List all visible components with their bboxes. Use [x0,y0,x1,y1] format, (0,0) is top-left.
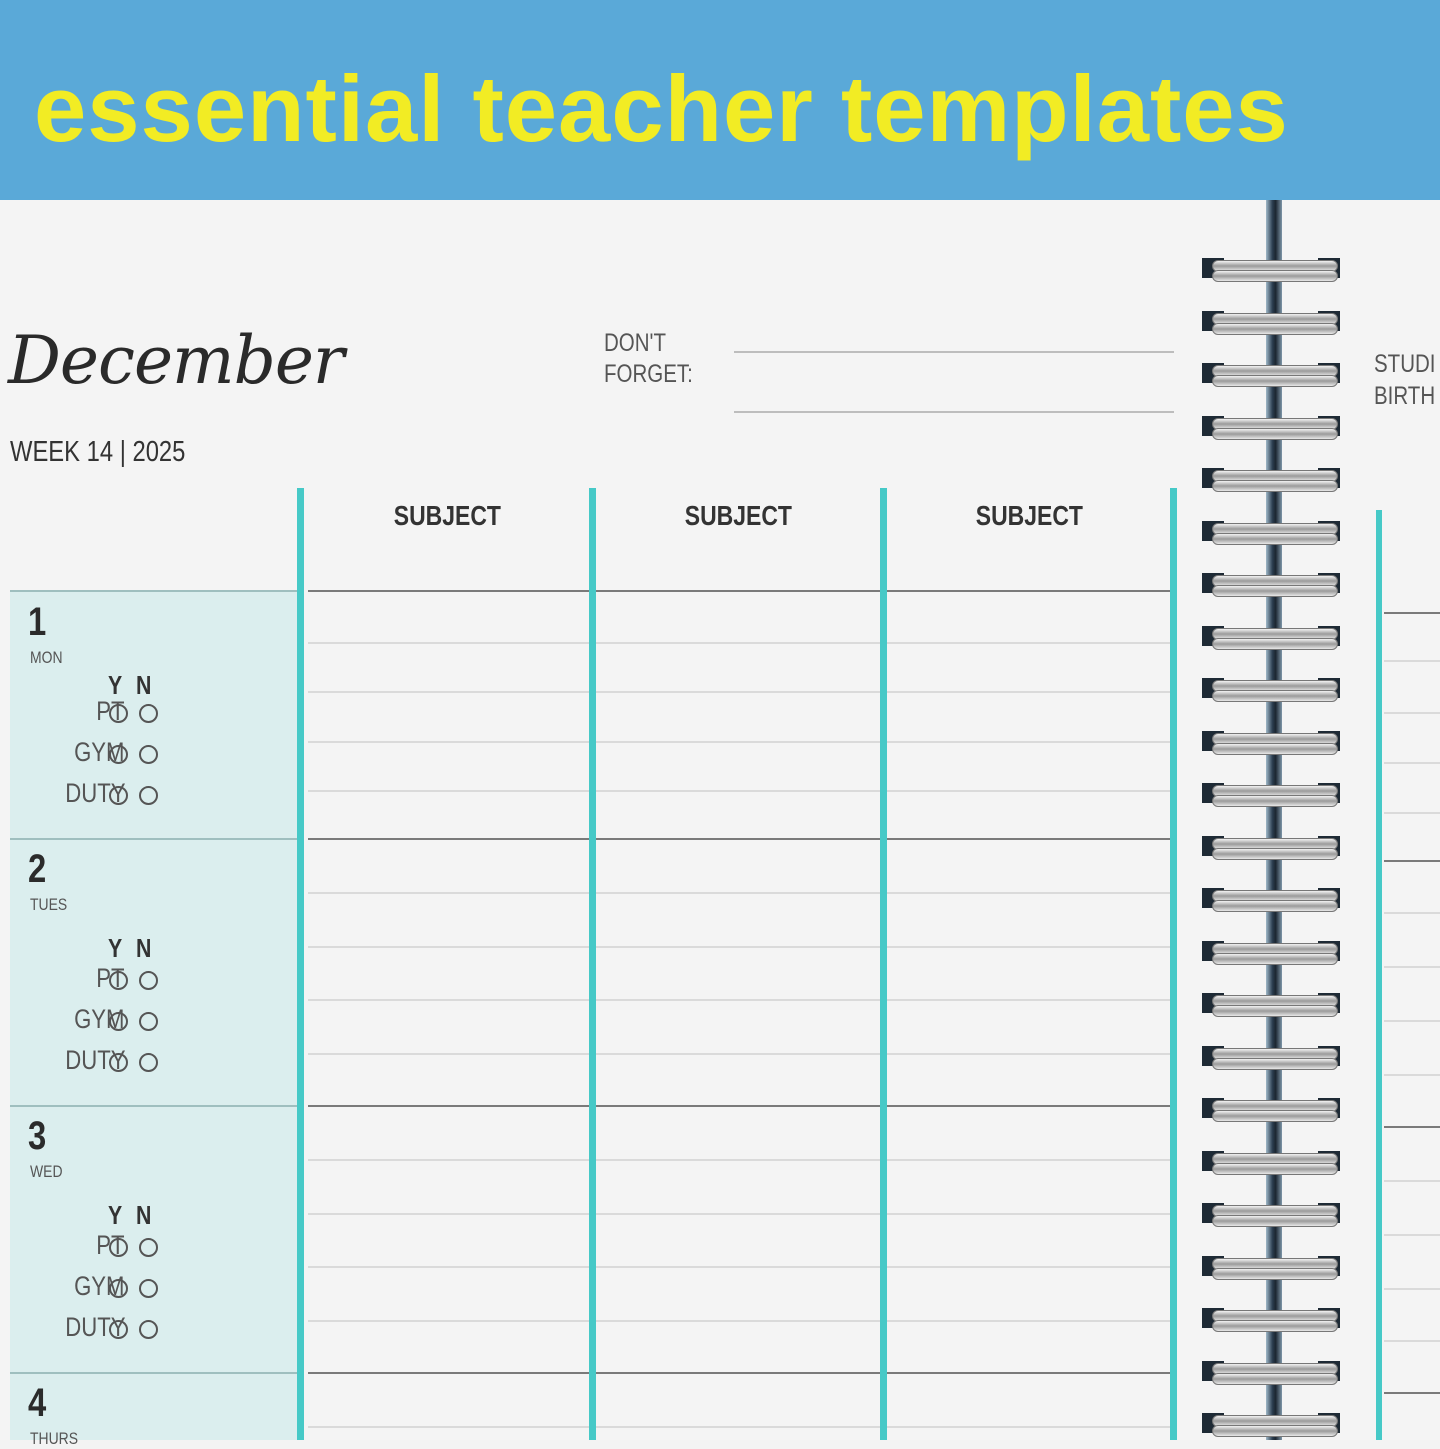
writing-line[interactable] [308,946,1174,948]
subject-header-label: SUBJECT [975,500,1083,531]
column-divider [880,488,887,1440]
no-checkbox[interactable] [139,704,158,723]
binding-ring [1212,1320,1338,1332]
check-label-text: GYM [74,1004,125,1034]
day-separator [308,590,1174,592]
check-label [0,1045,125,1076]
check-label [0,1230,125,1261]
day-panel-separator [10,1372,297,1374]
no-checkbox[interactable] [139,971,158,990]
yes-checkbox[interactable] [109,1320,128,1339]
binding-ring [1212,1110,1338,1122]
right-page-line[interactable] [1384,966,1440,968]
right-page-heading-line1: STUDI [1374,350,1436,378]
writing-line[interactable] [308,1053,1174,1055]
binding-ring [1212,1163,1338,1175]
column-divider [297,488,304,1440]
yes-checkbox[interactable] [109,1238,128,1257]
check-label-text: DUTY [64,778,125,808]
no-checkbox[interactable] [139,1053,158,1072]
check-label [0,696,125,727]
yes-checkbox[interactable] [109,786,128,805]
check-label-text: DUTY [64,1312,125,1342]
binding-ring [1212,638,1338,650]
right-page-line[interactable] [1384,860,1440,862]
writing-line[interactable] [308,1426,1174,1428]
day-name: WED [30,1162,63,1181]
binding-ring [1212,795,1338,807]
right-page-line[interactable] [1384,1234,1440,1236]
dont-forget-line2: FORGET: [604,360,693,388]
check-label-text: GYM [74,737,125,767]
banner-title: essential teacher templates [34,56,1289,161]
day-separator [308,838,1174,840]
writing-line[interactable] [308,1266,1174,1268]
binding-ring [1212,323,1338,335]
day-name: THURS [30,1429,79,1448]
writing-line[interactable] [308,892,1174,894]
binding-ring [1212,480,1338,492]
subject-header-label: SUBJECT [393,500,501,531]
writing-line[interactable] [308,691,1174,693]
binding-ring [1212,585,1338,597]
yes-checkbox[interactable] [109,971,128,990]
no-checkbox[interactable] [139,1320,158,1339]
dont-forget-line1: DON'T [604,329,666,357]
check-label [0,1271,125,1302]
check-label-text: DUTY [64,1045,125,1075]
check-label-text: GYM [74,1271,125,1301]
writing-line[interactable] [308,999,1174,1001]
check-label [0,963,125,994]
writing-line[interactable] [308,790,1174,792]
day-name: TUES [30,895,68,914]
check-label [0,1004,125,1035]
binding-ring [1212,953,1338,965]
check-label-text: PT [96,1230,125,1260]
check-label-text: PT [96,963,125,993]
right-page-divider [1376,510,1382,1440]
right-page-heading-line2: BIRTH [1374,382,1436,410]
subject-header [312,500,582,532]
binding-ring [1212,900,1338,912]
yes-checkbox[interactable] [109,1012,128,1031]
day-number: 3 [28,1114,47,1158]
header-banner [0,0,1440,200]
binding-ring [1212,428,1338,440]
month-title: December [8,322,344,399]
day-separator [308,1372,1174,1374]
writing-line[interactable] [308,1320,1174,1322]
binding-ring [1212,1425,1338,1437]
yes-checkbox[interactable] [109,1053,128,1072]
binding-ring [1212,533,1338,545]
no-checkbox[interactable] [139,1238,158,1257]
check-label [0,778,125,809]
yes-checkbox[interactable] [109,745,128,764]
no-checkbox[interactable] [139,1012,158,1031]
day-name: MON [30,648,63,667]
writing-line[interactable] [308,1213,1174,1215]
right-page-heading [1374,348,1436,412]
right-page-line[interactable] [1384,660,1440,662]
dont-forget-label [604,328,693,390]
no-checkbox[interactable] [139,786,158,805]
right-page-line[interactable] [1384,1288,1440,1290]
binding-ring [1212,1058,1338,1070]
day-separator [308,1105,1174,1107]
right-page-line[interactable] [1384,1180,1440,1182]
yes-checkbox[interactable] [109,704,128,723]
yes-checkbox[interactable] [109,1279,128,1298]
subject-header-label: SUBJECT [684,500,792,531]
check-label [0,737,125,768]
writing-line[interactable] [308,642,1174,644]
right-page-line[interactable] [1384,762,1440,764]
writing-line[interactable] [308,741,1174,743]
right-page-line[interactable] [1384,1074,1440,1076]
binding-ring [1212,743,1338,755]
column-divider [589,488,596,1440]
right-page-line[interactable] [1384,1340,1440,1342]
check-label-text: PT [96,696,125,726]
binding-ring [1212,1268,1338,1280]
writing-line[interactable] [308,1159,1174,1161]
right-page-line[interactable] [1384,712,1440,714]
day-panel-separator [10,838,297,840]
no-checkbox[interactable] [139,745,158,764]
day-panel-separator [10,590,297,592]
binding-ring [1212,1373,1338,1385]
subject-header [894,500,1164,532]
no-checkbox[interactable] [139,1279,158,1298]
binding-ring [1212,1215,1338,1227]
yes-no-header: Y N [108,1200,152,1230]
right-page-line[interactable] [1384,912,1440,914]
yes-no-header: Y N [108,933,152,963]
right-page-line[interactable] [1384,812,1440,814]
binding-ring [1212,848,1338,860]
yes-no-header: Y N [108,670,152,700]
day-number: 1 [28,600,47,644]
right-page-line[interactable] [1384,1392,1440,1394]
day-number: 2 [28,847,47,891]
binding-ring [1212,375,1338,387]
day-panel-separator [10,1105,297,1107]
column-divider [1170,488,1177,1440]
right-page-line[interactable] [1384,1020,1440,1022]
subject-header [603,500,873,532]
dont-forget-writing-line[interactable] [734,411,1174,413]
binding-ring [1212,1005,1338,1017]
day-number: 4 [28,1381,47,1425]
binding-ring [1212,270,1338,282]
binding-ring [1212,690,1338,702]
dont-forget-writing-line[interactable] [734,351,1174,353]
right-page-line[interactable] [1384,1126,1440,1128]
check-label [0,1312,125,1343]
right-page-line[interactable] [1384,612,1440,614]
week-label: WEEK 14 | 2025 [10,436,186,468]
